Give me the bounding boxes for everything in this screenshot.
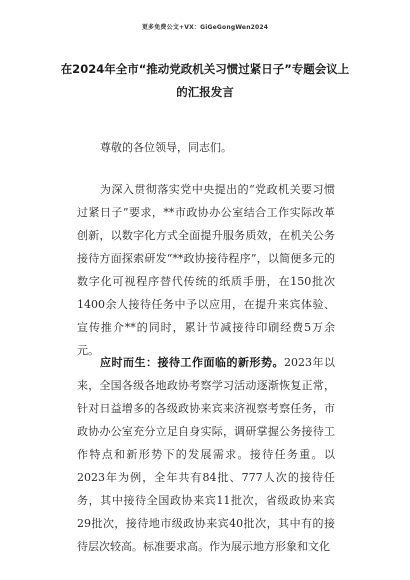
body-paragraph-2-text: 2023年以来，全国各级各地政协考察学习活动逐渐恢复正常，针对日益增多的各级政协来宾来济视察考察任务，市政协办公室充分立足自身实际，调研掌握公务接待工作特点和新形势下的发展需求。接待任务重。以2023年为例，全年共有84批、777人次的接待任务，其中接待全国政协来宾11批次，省级政协来宾29批次，接待地市级政协来宾40批次，其中有的接待层次较高。标准要求高。作为展示地方形象和文化 — [77, 356, 335, 553]
body-paragraph-2 — [77, 351, 335, 558]
salutation: 尊敬的各位领导，同志们。 — [100, 141, 232, 154]
document-header-source: 更多免费公文+VX：GiGeGongWen2024 — [141, 24, 269, 31]
body-paragraph-1: 为深入贯彻落实党中央提出的“党政机关要习惯过紧日子”要求，**市政协办公室结合工作实际改革创新，以数字化方式全面提升服务质效，在机关公务接待方面探索研发“**政协接待程序”，以简便多元的数字化可视程序替代传统的纸质手册，在150批次1400余人接待任务中予以应用，在提升来宾体验、宣传推介**的同时，累计节减接待印刷经费5万余元。 — [77, 183, 335, 357]
document-title: 在2024年全市“推动党政机关习惯过紧日子”专题会议上的汇报发言 — [60, 62, 350, 99]
section-heading-inline: 应时而生：接待工作面临的新形势。 — [100, 356, 284, 369]
